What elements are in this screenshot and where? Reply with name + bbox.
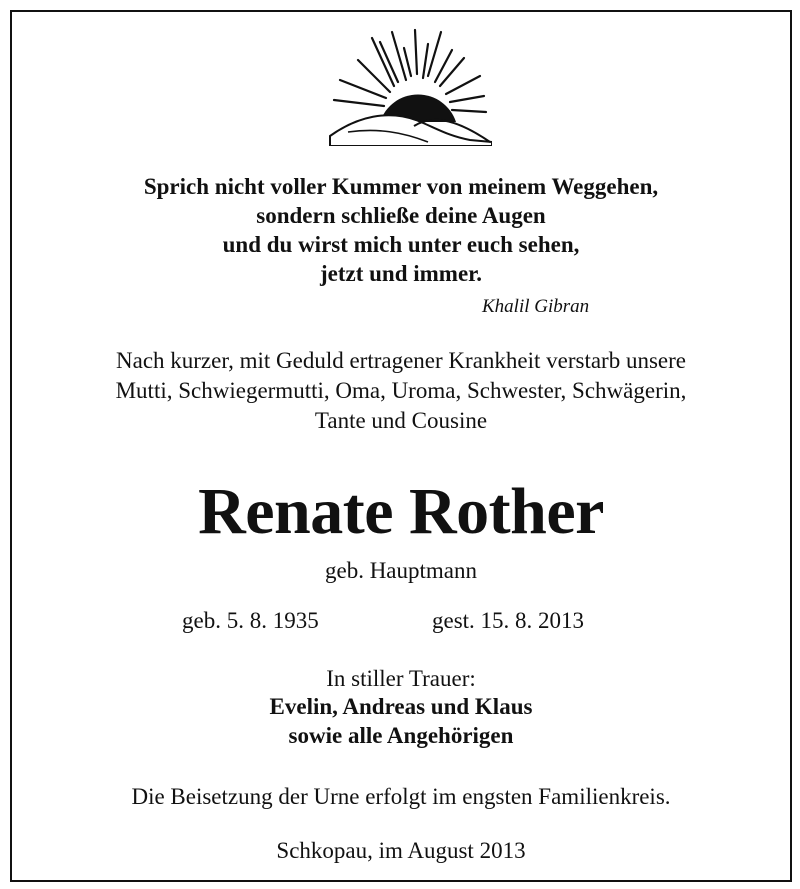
quote-line-3: und du wirst mich unter euch sehen,: [222, 232, 580, 257]
deceased-name: Renate Rother: [198, 475, 604, 548]
quote-line-1: Sprich nicht voller Kummer von meinem Weggehen,: [143, 174, 659, 199]
quote-line-2: sondern schließe deine Augen: [256, 203, 546, 228]
intro-line-1: Nach kurzer, mit Geduld ertragener Krankheit verstarb unsere: [116, 348, 686, 373]
mourner-names: Evelin, Andreas und Klaus: [269, 694, 533, 719]
funeral-note: Die Beisetzung der Urne erfolgt im engsten Familienkreis.: [131, 784, 671, 809]
intro-line-2: Mutti, Schwiegermutti, Oma, Uroma, Schwester, Schwägerin,: [115, 378, 687, 403]
quote-author: Khalil Gibran: [482, 296, 590, 317]
mourner-others: sowie alle Angehörigen: [288, 723, 514, 748]
maiden-name: geb. Hauptmann: [324, 558, 477, 583]
sun-over-hills-icon: [318, 24, 492, 146]
mourning-heading: In stiller Trauer:: [326, 666, 476, 691]
birth-date: geb. 5. 8. 1935: [182, 608, 319, 633]
place-date: Schkopau, im August 2013: [276, 838, 526, 863]
quote-line-4: jetzt und immer.: [319, 261, 483, 286]
obituary-frame: [10, 10, 792, 882]
intro-line-3: Tante und Cousine: [314, 408, 488, 433]
death-date: gest. 15. 8. 2013: [432, 608, 585, 633]
